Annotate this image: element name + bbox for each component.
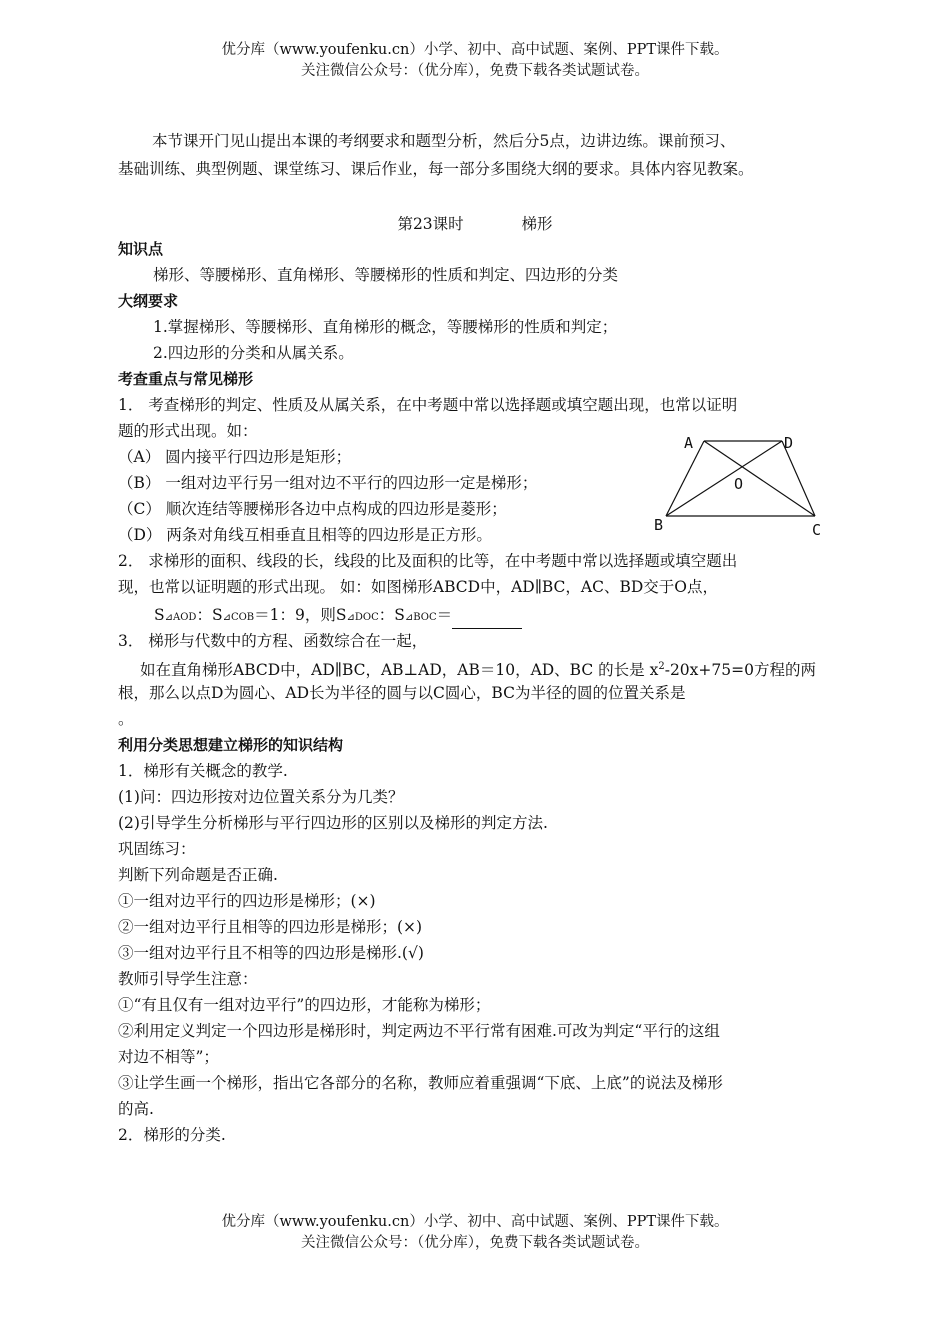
header-line-1: 优分库（www.youfenku.cn）小学、初中、高中试题、案例、PPT课件下载。 [221, 42, 729, 58]
focus-p3-line-3: 根，那么以点D为圆心、AD长为半径的圆与以C圆心，BC为半径的圆的位置关系是 [118, 684, 686, 702]
structure-line-13: ③让学生画一个梯形，指出它各部分的名称，教师应着重强调“下底、上底”的说法及梯形 [118, 1074, 723, 1092]
structure-line-8: ③一组对边平行且不相等的四边形是梯形.(√) [118, 944, 424, 962]
structure-line-12: 对边不相等”； [118, 1048, 219, 1066]
structure-line-2: (1)问：四边形按对边位置关系分为几类？ [118, 788, 404, 806]
focus-p1-line-2: 题的形式出现。如： [118, 422, 258, 440]
structure-line-1: 1．梯形有关概念的教学. [118, 762, 288, 780]
option-c: （C） 顺次连结等腰梯形各边中点构成的四边形是菱形； [118, 500, 507, 518]
lesson-title [0, 212, 950, 234]
label-a: A [684, 434, 694, 452]
answer-blank [452, 612, 522, 629]
focus-p3-line-2: 如在直角梯形ABCD中，AD∥BC，AB⊥AD，AB＝10，AD、BC 的长是 $x^2-20x+75=0$方程的两 [140, 661, 816, 680]
label-d: D [784, 434, 794, 452]
header-line-2: 关注微信公众号：（优分库），免费下载各类试题试卷。 [301, 63, 649, 79]
structure-line-11: ②利用定义判定一个四边形是梯形时，判定两边不平行常有困难.可改为判定“平行的这组 [118, 1022, 720, 1040]
structure-line-9: 教师引导学生注意： [118, 970, 258, 988]
label-o: O [734, 475, 744, 493]
side-ba [666, 441, 704, 516]
focus-p3-line-4: 。 [118, 710, 134, 728]
intro-line-1: 本节课开门见山提出本课的考纲要求和题型分析，然后分5点，边讲边练。课前预习、 [152, 132, 736, 150]
structure-line-6: ①一组对边平行的四边形是梯形；(×) [118, 892, 376, 910]
option-a: （A） 圆内接平行四边形是矩形； [118, 448, 352, 466]
lesson-topic: 梯形 [521, 215, 553, 233]
label-c: C [812, 521, 822, 539]
focus-heading: 考查重点与常见梯形 [118, 370, 254, 388]
knowledge-heading: 知识点 [118, 240, 164, 258]
focus-p3-line-1: 3． 梯形与代数中的方程、函数综合在一起， [118, 632, 428, 650]
syllabus-item-1: 1.掌握梯形、等腰梯形、直角梯形的概念，等腰梯形的性质和判定； [153, 318, 618, 336]
footer-line-2: 关注微信公众号：（优分库），免费下载各类试题试卷。 [301, 1235, 649, 1251]
focus-p1-line-1: 1． 考查梯形的判定、性质及从属关系，在中考题中常以选择题或填空题出现，也常以证明 [118, 396, 738, 414]
syllabus-item-2: 2.四边形的分类和从属关系。 [153, 344, 354, 362]
structure-heading: 利用分类思想建立梯形的知识结构 [118, 736, 344, 754]
structure-line-14: 的高. [118, 1100, 154, 1118]
footer-line-1: 优分库（www.youfenku.cn）小学、初中、高中试题、案例、PPT课件下载。 [221, 1214, 729, 1230]
option-b: （B） 一组对边平行另一组对边不平行的四边形一定是梯形； [118, 474, 538, 492]
focus-p2-line-2: 现，也常以证明题的形式出现。 如：如图梯形ABCD中，AD∥BC，AC、BD交于O点， [118, 578, 718, 596]
focus-p2-line-1: 2． 求梯形的面积、线段的长，线段的比及面积的比等，在中考题中常以选择题或填空题出 [118, 552, 738, 570]
diagonal-bd [666, 441, 782, 516]
structure-line-7: ②一组对边平行且相等的四边形是梯形；(×) [118, 918, 423, 936]
lesson-number: 第23课时 [397, 215, 464, 233]
structure-line-10: ①“有且仅有一组对边平行”的四边形，才能称为梯形； [118, 996, 491, 1014]
option-d: （D） 两条对角线互相垂直且相等的四边形是正方形。 [118, 526, 492, 544]
syllabus-heading: 大纲要求 [118, 292, 179, 310]
structure-line-4: 巩固练习： [118, 840, 196, 858]
structure-line-5: 判断下列命题是否正确. [118, 866, 278, 884]
trapezoid-diagram [652, 428, 832, 540]
intro-line-2: 基础训练、典型例题、课堂练习、课后作业，每一部分多围绕大纲的要求。具体内容见教案。 [118, 160, 754, 178]
focus-p2-ratio: S⊿AOD：S⊿COB＝1：9，则S⊿DOC：S⊿BOC＝ [154, 604, 522, 629]
knowledge-text: 梯形、等腰梯形、直角梯形、等腰梯形的性质和判定、四边形的分类 [153, 266, 619, 284]
label-b: B [654, 516, 664, 534]
structure-line-3: (2)引导学生分析梯形与平行四边形的区别以及梯形的判定方法. [118, 814, 548, 832]
structure-line-15: 2．梯形的分类. [118, 1126, 226, 1144]
